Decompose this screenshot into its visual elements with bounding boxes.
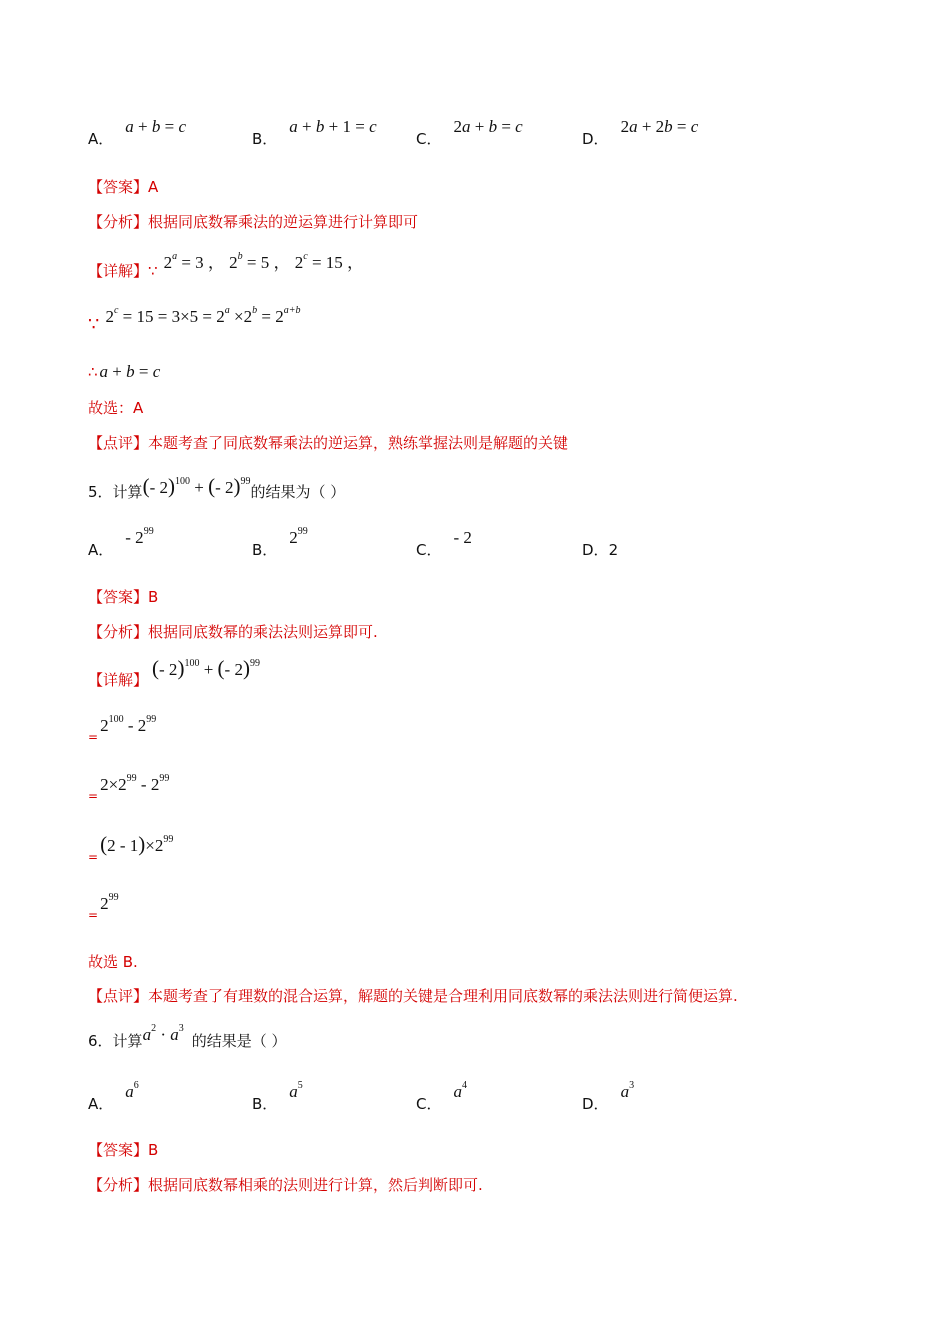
q4-option-b [252, 117, 377, 149]
analysis-tag: 【分析】 [88, 213, 149, 231]
because-symbol: ∵ [88, 314, 100, 335]
option-formula: a + b + 1 = c [289, 117, 377, 136]
equals-sign: = [88, 730, 99, 744]
q5-answer [88, 586, 158, 607]
q6-answer [88, 1139, 158, 1160]
equals-sign: = [88, 789, 99, 803]
option-formula: 2a + b = c [453, 117, 523, 136]
q6-stem [88, 1023, 287, 1050]
question-number: 6． [88, 1032, 113, 1050]
option-letter: D． [582, 130, 609, 148]
q4-comment [88, 432, 568, 453]
detail-formula: $2^{99}$ [100, 892, 119, 913]
detail-formula: $2^a = 3$ ， $2^b = 5$ ， $2^c = 15$ ， [163, 251, 365, 272]
detail-tag: 【详解】 [88, 262, 149, 280]
option-formula: $a^6$ [125, 1080, 139, 1101]
question-number: 5． [88, 483, 113, 501]
analysis-text: 根据同底数幂的乘法法则运算即可. [148, 623, 378, 641]
stem-suffix: 的结果为（ ） [250, 483, 346, 501]
answer-value: B [148, 1141, 159, 1159]
q4-analysis [88, 211, 418, 232]
q5-detail-line4 [88, 832, 174, 864]
q4-choose: 故选：A [88, 399, 144, 417]
stem-formula: (- 2)$^{100}$ + (- 2)$^{99}$ [142, 474, 251, 498]
answer-tag: 【答案】 [88, 1141, 149, 1159]
comment-tag: 【点评】 [88, 434, 149, 452]
option-formula: a + b = c [125, 117, 186, 136]
answer-value: A [148, 178, 159, 196]
detail-formula: $2^c = 15 = 3\times 5 = 2^a \times 2^b = 2^{a+b}$ [105, 305, 301, 326]
option-letter: D． [582, 1095, 609, 1113]
q4-detail-line1 [88, 248, 365, 280]
option-formula: $a^4$ [453, 1080, 467, 1101]
option-formula: 2a + 2b = c [620, 117, 699, 136]
q6-analysis [88, 1174, 483, 1195]
option-letter: C． [416, 1095, 442, 1113]
option-formula: $2^{99}$ [289, 526, 308, 547]
stem-prefix: 计算 [112, 483, 143, 501]
option-formula: - $2^{99}$ [125, 526, 154, 547]
stem-suffix: 的结果是（ ） [191, 1032, 287, 1050]
option-letter: A． [88, 541, 114, 559]
answer-value: B [148, 588, 159, 606]
q6-option-c [416, 1080, 467, 1114]
q4-answer [88, 176, 158, 197]
analysis-tag: 【分析】 [88, 623, 149, 641]
q5-option-c [416, 528, 472, 560]
q5-comment [88, 985, 738, 1006]
option-letter: B． [252, 1095, 278, 1113]
q5-analysis [88, 621, 378, 642]
detail-formula: (- 2)$^{100}$ + (- 2)$^{99}$ [152, 656, 260, 680]
q5-stem [88, 474, 345, 499]
analysis-tag: 【分析】 [88, 1176, 149, 1194]
therefore-symbol: ∴ [88, 363, 98, 381]
detail-formula: $2^{100} - 2^{99}$ [100, 714, 157, 735]
q5-detail-line5 [88, 892, 119, 922]
q4-option-d [582, 117, 699, 149]
option-letter: A． [88, 130, 114, 148]
option-letter: C． [416, 541, 442, 559]
q6-option-d [582, 1080, 635, 1114]
equals-sign: = [88, 908, 99, 922]
stem-prefix: 计算 [112, 1032, 143, 1050]
option-letter: A． [88, 1095, 114, 1113]
answer-tag: 【答案】 [88, 178, 149, 196]
detail-formula: $(2 - 1)\times 2^{99}$ [100, 832, 174, 856]
q5-choose: 故选 B. [88, 953, 138, 971]
q5-option-a [88, 526, 154, 560]
q5-option-d [582, 539, 618, 560]
option-formula: $a^3$ [620, 1080, 635, 1101]
q5-option-b [252, 526, 308, 560]
comment-tag: 【点评】 [88, 987, 149, 1005]
detail-formula: $2\times 2^{99} - 2^{99}$ [100, 773, 170, 794]
comment-text: 本题考查了有理数的混合运算，解题的关键是合理利用同底数幂的乘法法则进行简便运算. [148, 987, 738, 1005]
option-letter: D． [582, 541, 609, 559]
q4-detail-line3 [88, 362, 160, 382]
option-letter: B． [252, 130, 278, 148]
q5-detail-line1 [88, 656, 260, 689]
option-letter: C． [416, 130, 442, 148]
q4-option-c [416, 117, 523, 149]
q6-option-b [252, 1080, 303, 1114]
option-text: 2 [608, 541, 619, 559]
analysis-text: 根据同底数幂相乘的法则进行计算，然后判断即可. [148, 1176, 483, 1194]
analysis-text: 根据同底数幂乘法的逆运算进行计算即可 [148, 213, 419, 231]
detail-formula: a + b = c [99, 362, 161, 381]
detail-tag: 【详解】 [88, 671, 149, 689]
option-formula: - 2 [453, 528, 472, 547]
answer-tag: 【答案】 [88, 588, 149, 606]
q4-option-a [88, 117, 186, 149]
stem-formula: $a^2 \cdot a^3$ [142, 1023, 184, 1044]
q5-detail-line2 [88, 714, 157, 744]
comment-text: 本题考查了同底数幂乘法的逆运算，熟练掌握法则是解题的关键 [148, 434, 569, 452]
equals-sign: = [88, 850, 99, 864]
because-symbol: ∵ [148, 262, 158, 280]
option-letter: B． [252, 541, 278, 559]
q4-detail-line2 [88, 305, 301, 335]
q5-detail-line3 [88, 773, 170, 803]
option-formula: $a^5$ [289, 1080, 303, 1101]
q6-option-a [88, 1080, 139, 1114]
